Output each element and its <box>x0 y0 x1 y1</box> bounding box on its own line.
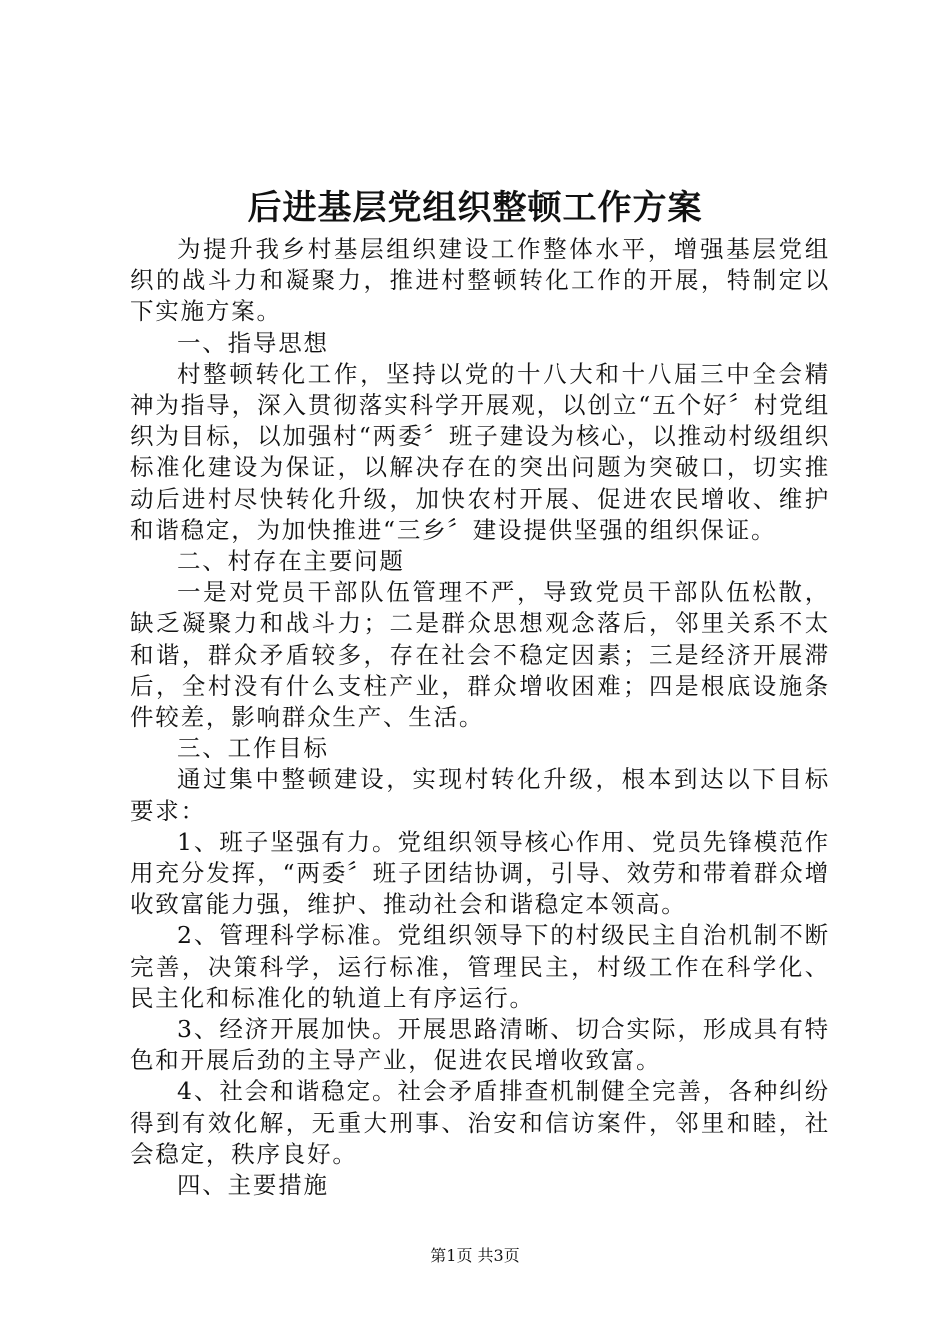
section-heading-main-problems: 二、村存在主要问题 <box>177 547 405 576</box>
section-heading-main-measures: 四、主要措施 <box>177 1171 329 1200</box>
goal-item-4: 4、社会和谐稳定。社会矛盾排查机制健全完善，各种纠纷得到有效化解，无重大刑事、治安和信访案件，邻里和睦，社会稳定，秩序良好。 <box>130 1077 830 1168</box>
main-problems-paragraph: 一是对党员干部队伍管理不严，导致党员干部队伍松散，缺乏凝聚力和战斗力；二是群众思想观念落后，邻里关系不太和谐，群众矛盾较多，存在社会不稳定因素；三是经济开展滞后，全村没有什么支柱产业，群众增收困难；四是根底设施条件较差，影响群众生产、生活。 <box>130 578 830 732</box>
work-goals-intro: 通过集中整顿建设，实现村转化升级，根本到达以下目标要求： <box>130 765 830 825</box>
guiding-ideology-paragraph: 村整顿转化工作，坚持以党的十八大和十八届三中全会精神为指导，深入贯彻落实科学开展观，以创立“五个好〞村党组织为目标，以加强村“两委〞班子建设为核心，以推动村级组织标准化建设为保证，以解决存在的突出问题为突破口，切实推动后进村尽快转化升级，加快农村开展、促进农民增收、维护和谐稳定，为加快推进“三乡〞建设提供坚强的组织保证。 <box>130 359 830 544</box>
intro-paragraph: 为提升我乡村基层组织建设工作整体水平，增强基层党组织的战斗力和凝聚力，推进村整顿转化工作的开展，特制定以下实施方案。 <box>130 235 830 326</box>
section-heading-work-goals: 三、工作目标 <box>177 734 329 763</box>
goal-item-3: 3、经济开展加快。开展思路清晰、切合实际，形成具有特色和开展后劲的主导产业，促进农民增收致富。 <box>130 1015 830 1075</box>
section-heading-guiding-ideology: 一、指导思想 <box>177 328 329 357</box>
document-title: 后进基层党组织整顿工作方案 <box>247 188 703 228</box>
document-body <box>130 234 830 1201</box>
goal-item-2: 2、管理科学标准。党组织领导下的村级民主自治机制不断完善，决策科学，运行标准，管理民主，村级工作在科学化、民主化和标准化的轨道上有序运行。 <box>130 921 830 1012</box>
page-number-footer: 第1页 共3页 <box>430 1246 520 1265</box>
goal-item-1: 1、班子坚强有力。党组织领导核心作用、党员先锋模范作用充分发挥，“两委〞班子团结协调，引导、效劳和带着群众增收致富能力强，维护、推动社会和谐稳定本领高。 <box>130 827 830 919</box>
